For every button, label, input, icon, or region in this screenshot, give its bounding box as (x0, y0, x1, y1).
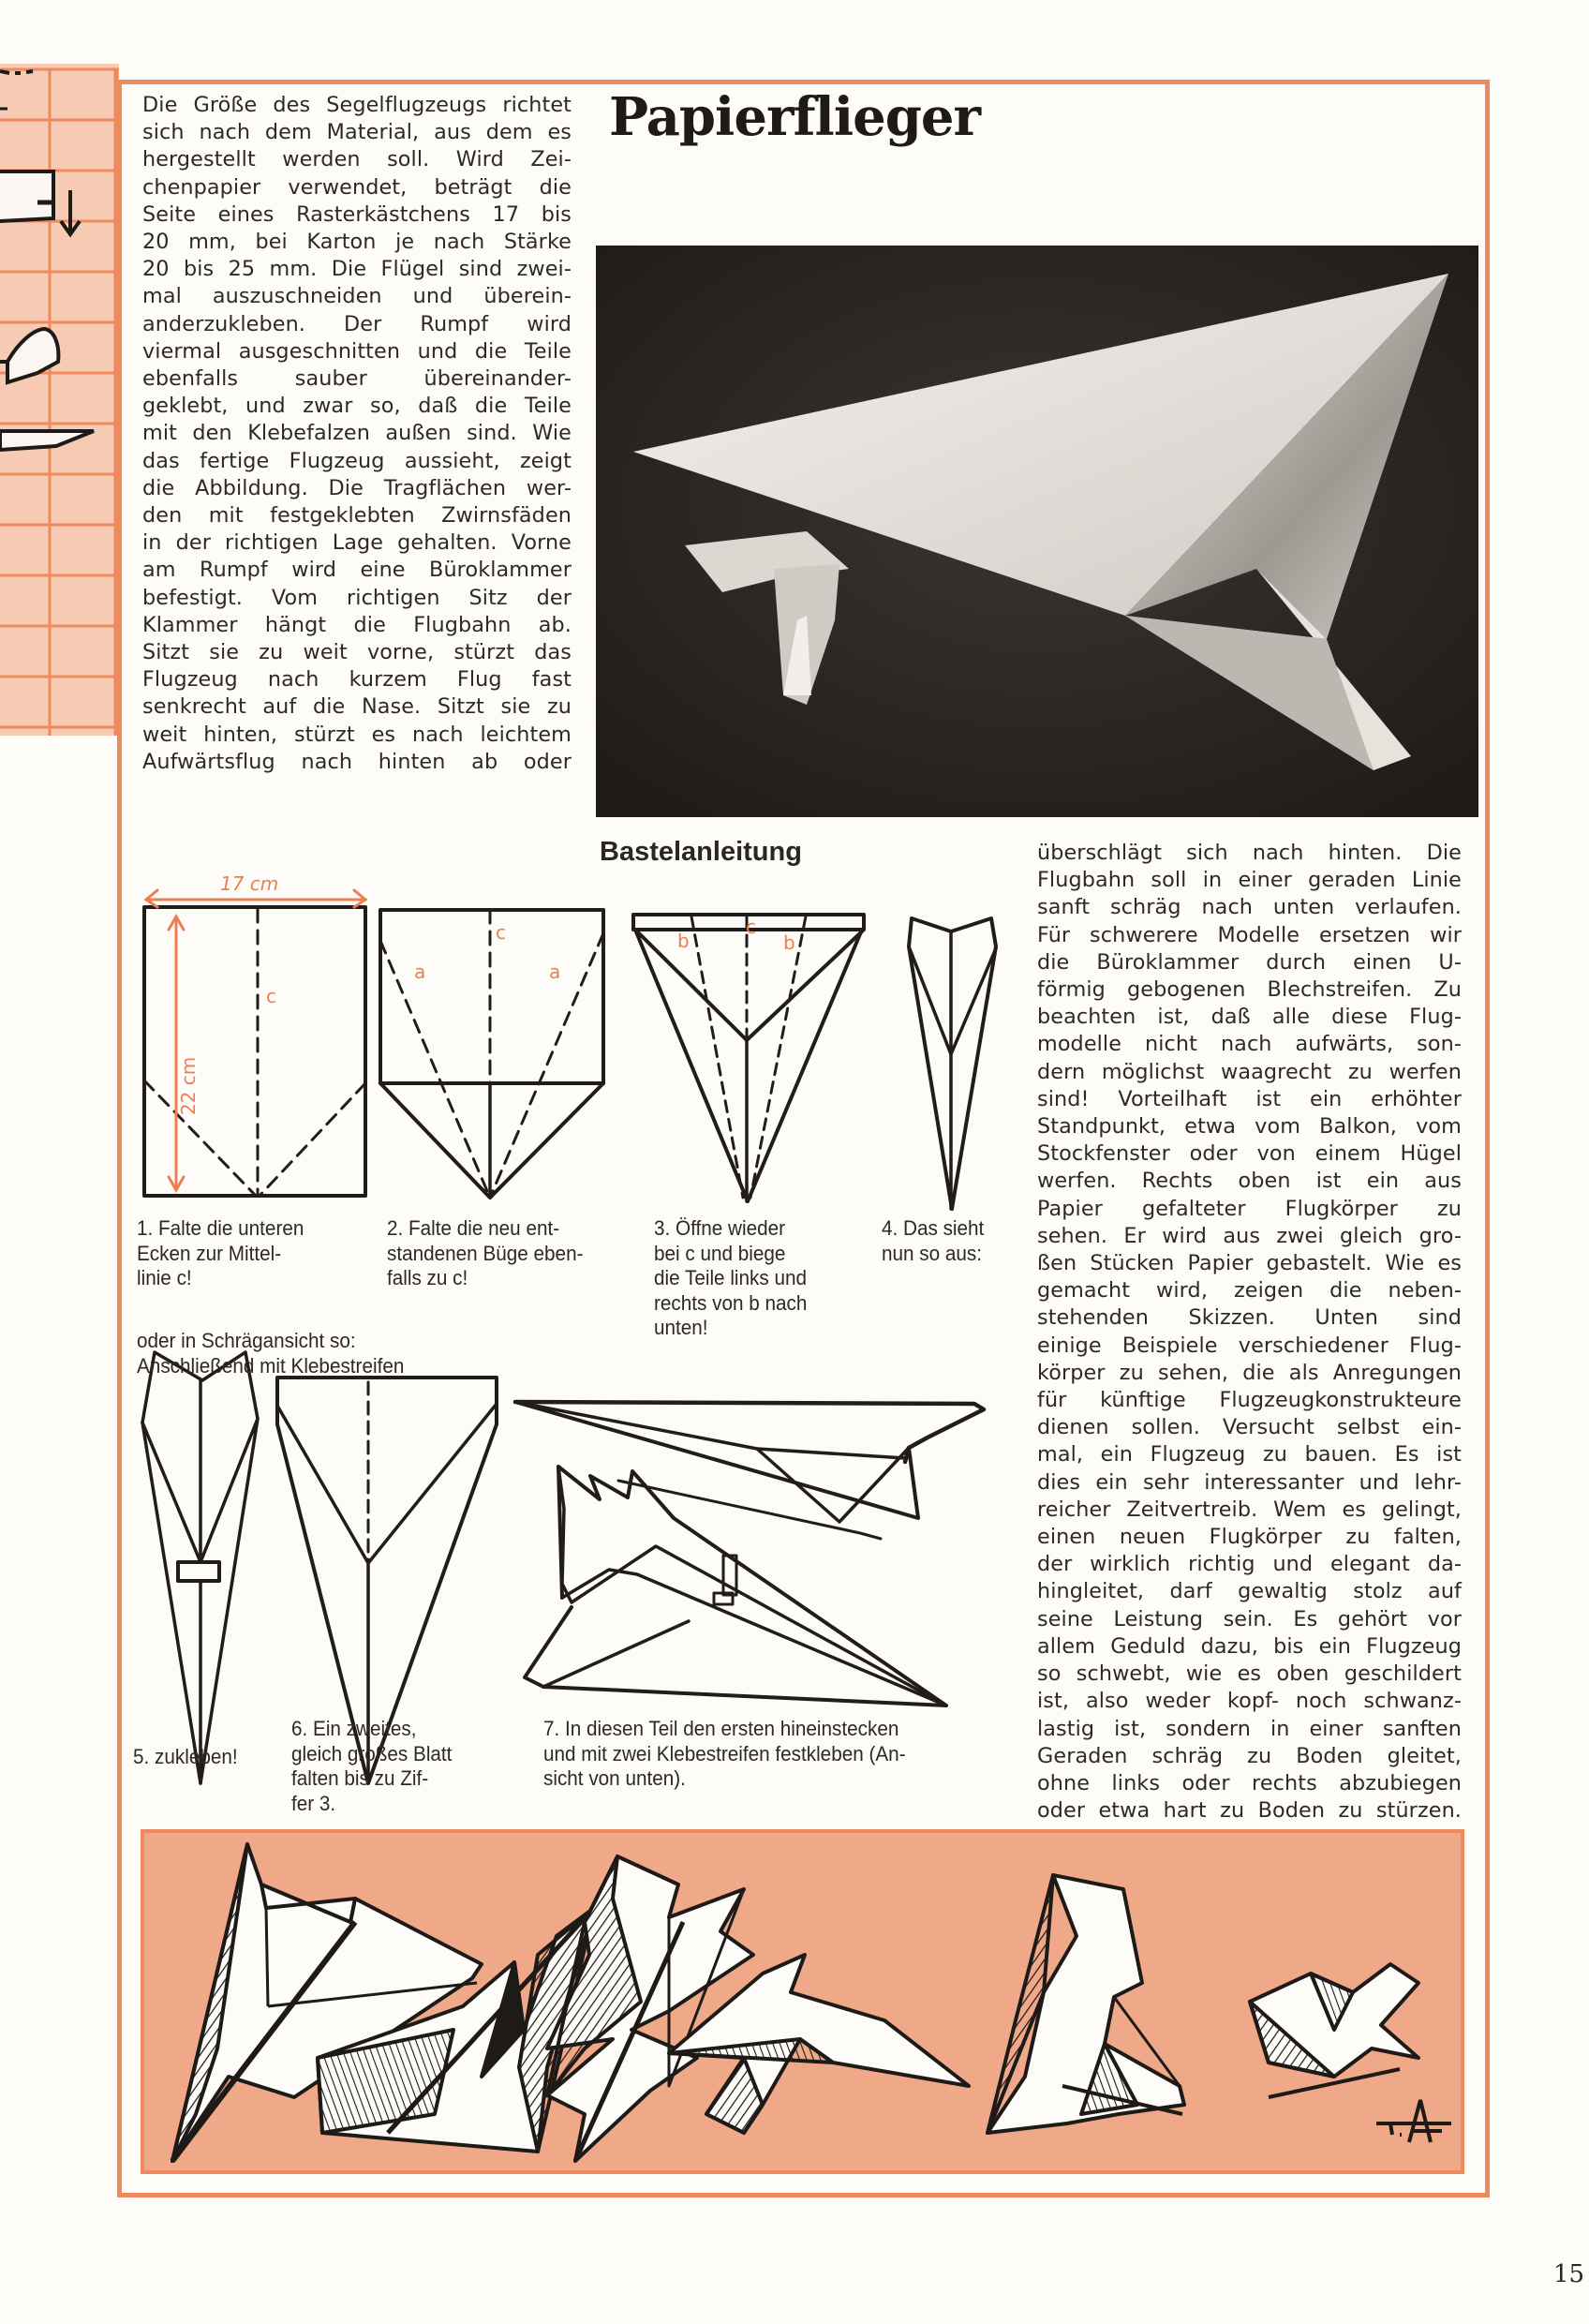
text-line: der wirklich richtig und elegant da- (1037, 1552, 1462, 1577)
text-line: am Rumpf wird eine Büroklammer (142, 558, 572, 583)
text-line: Papier gefalteter Flugkörper zu (1037, 1196, 1462, 1221)
text-line: Sitzt sie zu weit vorne, stürzt das (142, 640, 572, 665)
step-3-caption (654, 1216, 807, 1341)
text-line: anderzukleben. Der Rumpf wird (142, 311, 572, 336)
step-3-diagram (633, 915, 864, 1201)
text-line: in der richtigen Lage gehalten. Vorne (142, 530, 572, 556)
text-line: sicht von unten). (543, 1766, 686, 1790)
text-line: nun so aus: (882, 1241, 983, 1265)
text-line: ebenfalls sauber übereinander- (142, 366, 572, 392)
text-line: linie c! (137, 1266, 192, 1289)
text-line: rechts von b nach (654, 1290, 808, 1315)
text-line: Für schwerere Modelle ersetzen wir (1037, 922, 1462, 947)
fold-label-b: b (677, 930, 690, 952)
width-dimension-label: 17 cm (220, 872, 279, 895)
fold-label-c: c (266, 985, 276, 1007)
text-line: sehen. Er wird aus zwei gleich gro- (1037, 1223, 1462, 1248)
step-2-diagram (380, 910, 603, 1198)
text-line: mit den Klebefalzen außen sind. Wie (142, 421, 572, 446)
text-line: 1. Falte die unteren (137, 1216, 304, 1240)
step-2-caption (387, 1216, 583, 1291)
page-title: Papierflieger (609, 86, 981, 148)
step-1-caption (137, 1216, 304, 1291)
text-line: förmig gebogenen Blechstreifen. Zu (1037, 977, 1462, 1003)
text-line: befestigt. Vom richtigen Sitz der (142, 585, 572, 610)
text-line: dies ein sehr interessanter und lehr- (1037, 1469, 1462, 1495)
text-line: lastig ist, sondern in einer sanften (1037, 1716, 1462, 1741)
text-line: 20 mm, bei Karton je nach Stärke (142, 230, 572, 255)
text-line: Seite eines Rasterkästchens 17 bis (142, 201, 572, 227)
text-line: die Teile links und (654, 1266, 808, 1289)
step-4-diagram (909, 918, 996, 1209)
text-line: mal, ein Flugzeug zu bauen. Es ist (1037, 1442, 1462, 1467)
text-line: gleich großes Blatt (291, 1741, 453, 1765)
text-line: so schwebt, wie es oben geschildert (1037, 1661, 1462, 1687)
text-line: Flugzeug nach kurzem Flug fast (142, 667, 572, 693)
text-line: dern möglichst waagrecht zu werfen (1037, 1059, 1462, 1084)
step-7-caption (543, 1717, 906, 1792)
text-line: stehenden Skizzen. Unten sind (1037, 1305, 1462, 1331)
text-line: Klammer hängt die Flugbahn ab. (142, 612, 572, 637)
text-line: bei c und biege (654, 1241, 786, 1265)
text-line: gemacht wird, zeigen die neben- (1037, 1278, 1462, 1304)
text-line: allem Geduld dazu, bis ein Flugzeug (1037, 1633, 1462, 1659)
text-line: dienen sollen. Versucht selbst ein- (1037, 1415, 1462, 1440)
text-line: 6. Ein zweites, (291, 1717, 417, 1740)
text-line: Die Größe des Segelflugzeugs richtet (142, 93, 572, 117)
text-line: 4. Das sieht (882, 1216, 985, 1240)
text-line: ßen Stücken Papier gebastelt. Wie es (1037, 1251, 1462, 1276)
text-line: einen neuen Flugkörper zu falten, (1037, 1525, 1462, 1550)
text-line: standenen Büge eben- (387, 1241, 584, 1265)
text-line: viermal ausgeschnitten und die Teile (142, 338, 572, 364)
text-line: Aufwärtsflug nach hinten ab oder (142, 749, 572, 774)
intro-text-column (142, 92, 572, 776)
text-line: oder etwa hart zu Boden zu stürzen. (1037, 1798, 1462, 1824)
text-line: 5. zukleben! (133, 1745, 238, 1768)
text-line: 2. Falte die neu ent- (387, 1216, 560, 1240)
text-line: fer 3. (291, 1791, 336, 1815)
text-line: sind! Vorteilhaft ist ein erhöhter (1037, 1086, 1462, 1111)
text-line: die Büroklammer durch einen U- (1037, 949, 1462, 975)
paper-plane-photo (596, 246, 1478, 817)
text-line: falten bis zu Zif- (291, 1766, 429, 1790)
text-line: werfen. Rechts oben ist ein aus (1037, 1169, 1462, 1194)
text-line: chenpapier verwendet, beträgt die (142, 174, 572, 200)
text-line: Standpunkt, etwa vom Balkon, vom (1037, 1114, 1462, 1140)
step-4-caption (882, 1216, 984, 1266)
step-6-caption (291, 1717, 452, 1816)
text-line: modelle nicht nach aufwärts, son- (1037, 1032, 1462, 1057)
text-line: ohne links oder rechts abzubiegen (1037, 1770, 1462, 1795)
step-7-diagram (515, 1402, 984, 1706)
oblique-view-caption (137, 1329, 404, 1378)
text-line: sich nach dem Material, aus dem es (142, 120, 572, 145)
text-line: 20 bis 25 mm. Die Flügel sind zwei- (142, 257, 572, 282)
text-line: den mit festgeklebten Zwirnsfäden (142, 503, 572, 529)
text-line: und mit zwei Klebestreifen festkleben (An- (543, 1741, 906, 1765)
text-line: falls zu c! (387, 1266, 468, 1289)
text-line: Flugbahn soll in einer geraden Linie (1037, 868, 1462, 893)
text-line: geklebt, und zwar so, daß die Teile (142, 394, 572, 419)
step-5-diagram (142, 1352, 258, 1783)
page-number: 15 (1553, 2260, 1585, 2288)
text-line: mal auszuschneiden und überein- (142, 284, 572, 309)
text-line: hingleitet, darf gewaltig stolz auf (1037, 1579, 1462, 1604)
text-line: beachten ist, daß alle diese Flug- (1037, 1005, 1462, 1030)
artist-signature (1376, 2100, 1451, 2142)
text-line: sanft schräg nach unten verlaufen. (1037, 895, 1462, 920)
text-line: überschlägt sich nach hinten. Die (1037, 841, 1462, 865)
text-line: oder in Schrägansicht so: (137, 1329, 356, 1352)
fold-label-c: c (496, 921, 506, 944)
main-text-column (1037, 840, 1462, 1825)
text-line: einige Beispiele verschiedener Flug- (1037, 1333, 1462, 1358)
text-line: das fertige Flugzeug aussieht, zeigt (142, 448, 572, 473)
text-line: hergestellt werden soll. Wird Zei- (142, 147, 572, 172)
text-line: senkrecht auf die Nase. Sitzt sie zu (142, 694, 572, 720)
text-line: Ecken zur Mittel- (137, 1241, 282, 1265)
instructions-heading: Bastelanleitung (600, 837, 802, 867)
height-dimension-label: 22 cm (177, 1056, 200, 1115)
text-line: 3. Öffne wieder (654, 1216, 785, 1240)
text-line: ist, also weder kopf- noch schwanz- (1037, 1689, 1462, 1714)
step-5-caption (133, 1745, 238, 1770)
dimension-annotations (146, 890, 365, 1190)
text-line: weit hinten, stürzt es nach leichtem (142, 722, 572, 747)
text-line: seine Leistung sein. Es gehört vor (1037, 1606, 1462, 1631)
text-line: Geraden schräg zu Boden gleitet, (1037, 1743, 1462, 1768)
text-line: körper zu sehen, die als Anregungen (1037, 1360, 1462, 1385)
fold-label-c: c (746, 916, 756, 938)
fold-label-a: a (549, 961, 561, 983)
fold-label-b: b (783, 931, 795, 954)
text-line: Anschließend mit Klebestreifen (137, 1353, 405, 1378)
text-line: Stockfenster oder von einem Hügel (1037, 1141, 1462, 1167)
text-line: 7. In diesen Teil den ersten hineinstecken (543, 1717, 899, 1740)
text-line: die Abbildung. Die Tragflächen wer- (142, 475, 572, 500)
grid-paper-strip (0, 64, 119, 736)
fold-label-a: a (414, 961, 426, 983)
grid-paper-illustration (0, 64, 119, 736)
text-line: für künftige Flugzeugkonstrukteure (1037, 1388, 1462, 1413)
text-line: unten! (654, 1316, 708, 1339)
text-line: reicher Zeitvertreib. Wem es gelingt, (1037, 1497, 1462, 1522)
paper-planes-illustration (141, 1829, 1464, 2174)
